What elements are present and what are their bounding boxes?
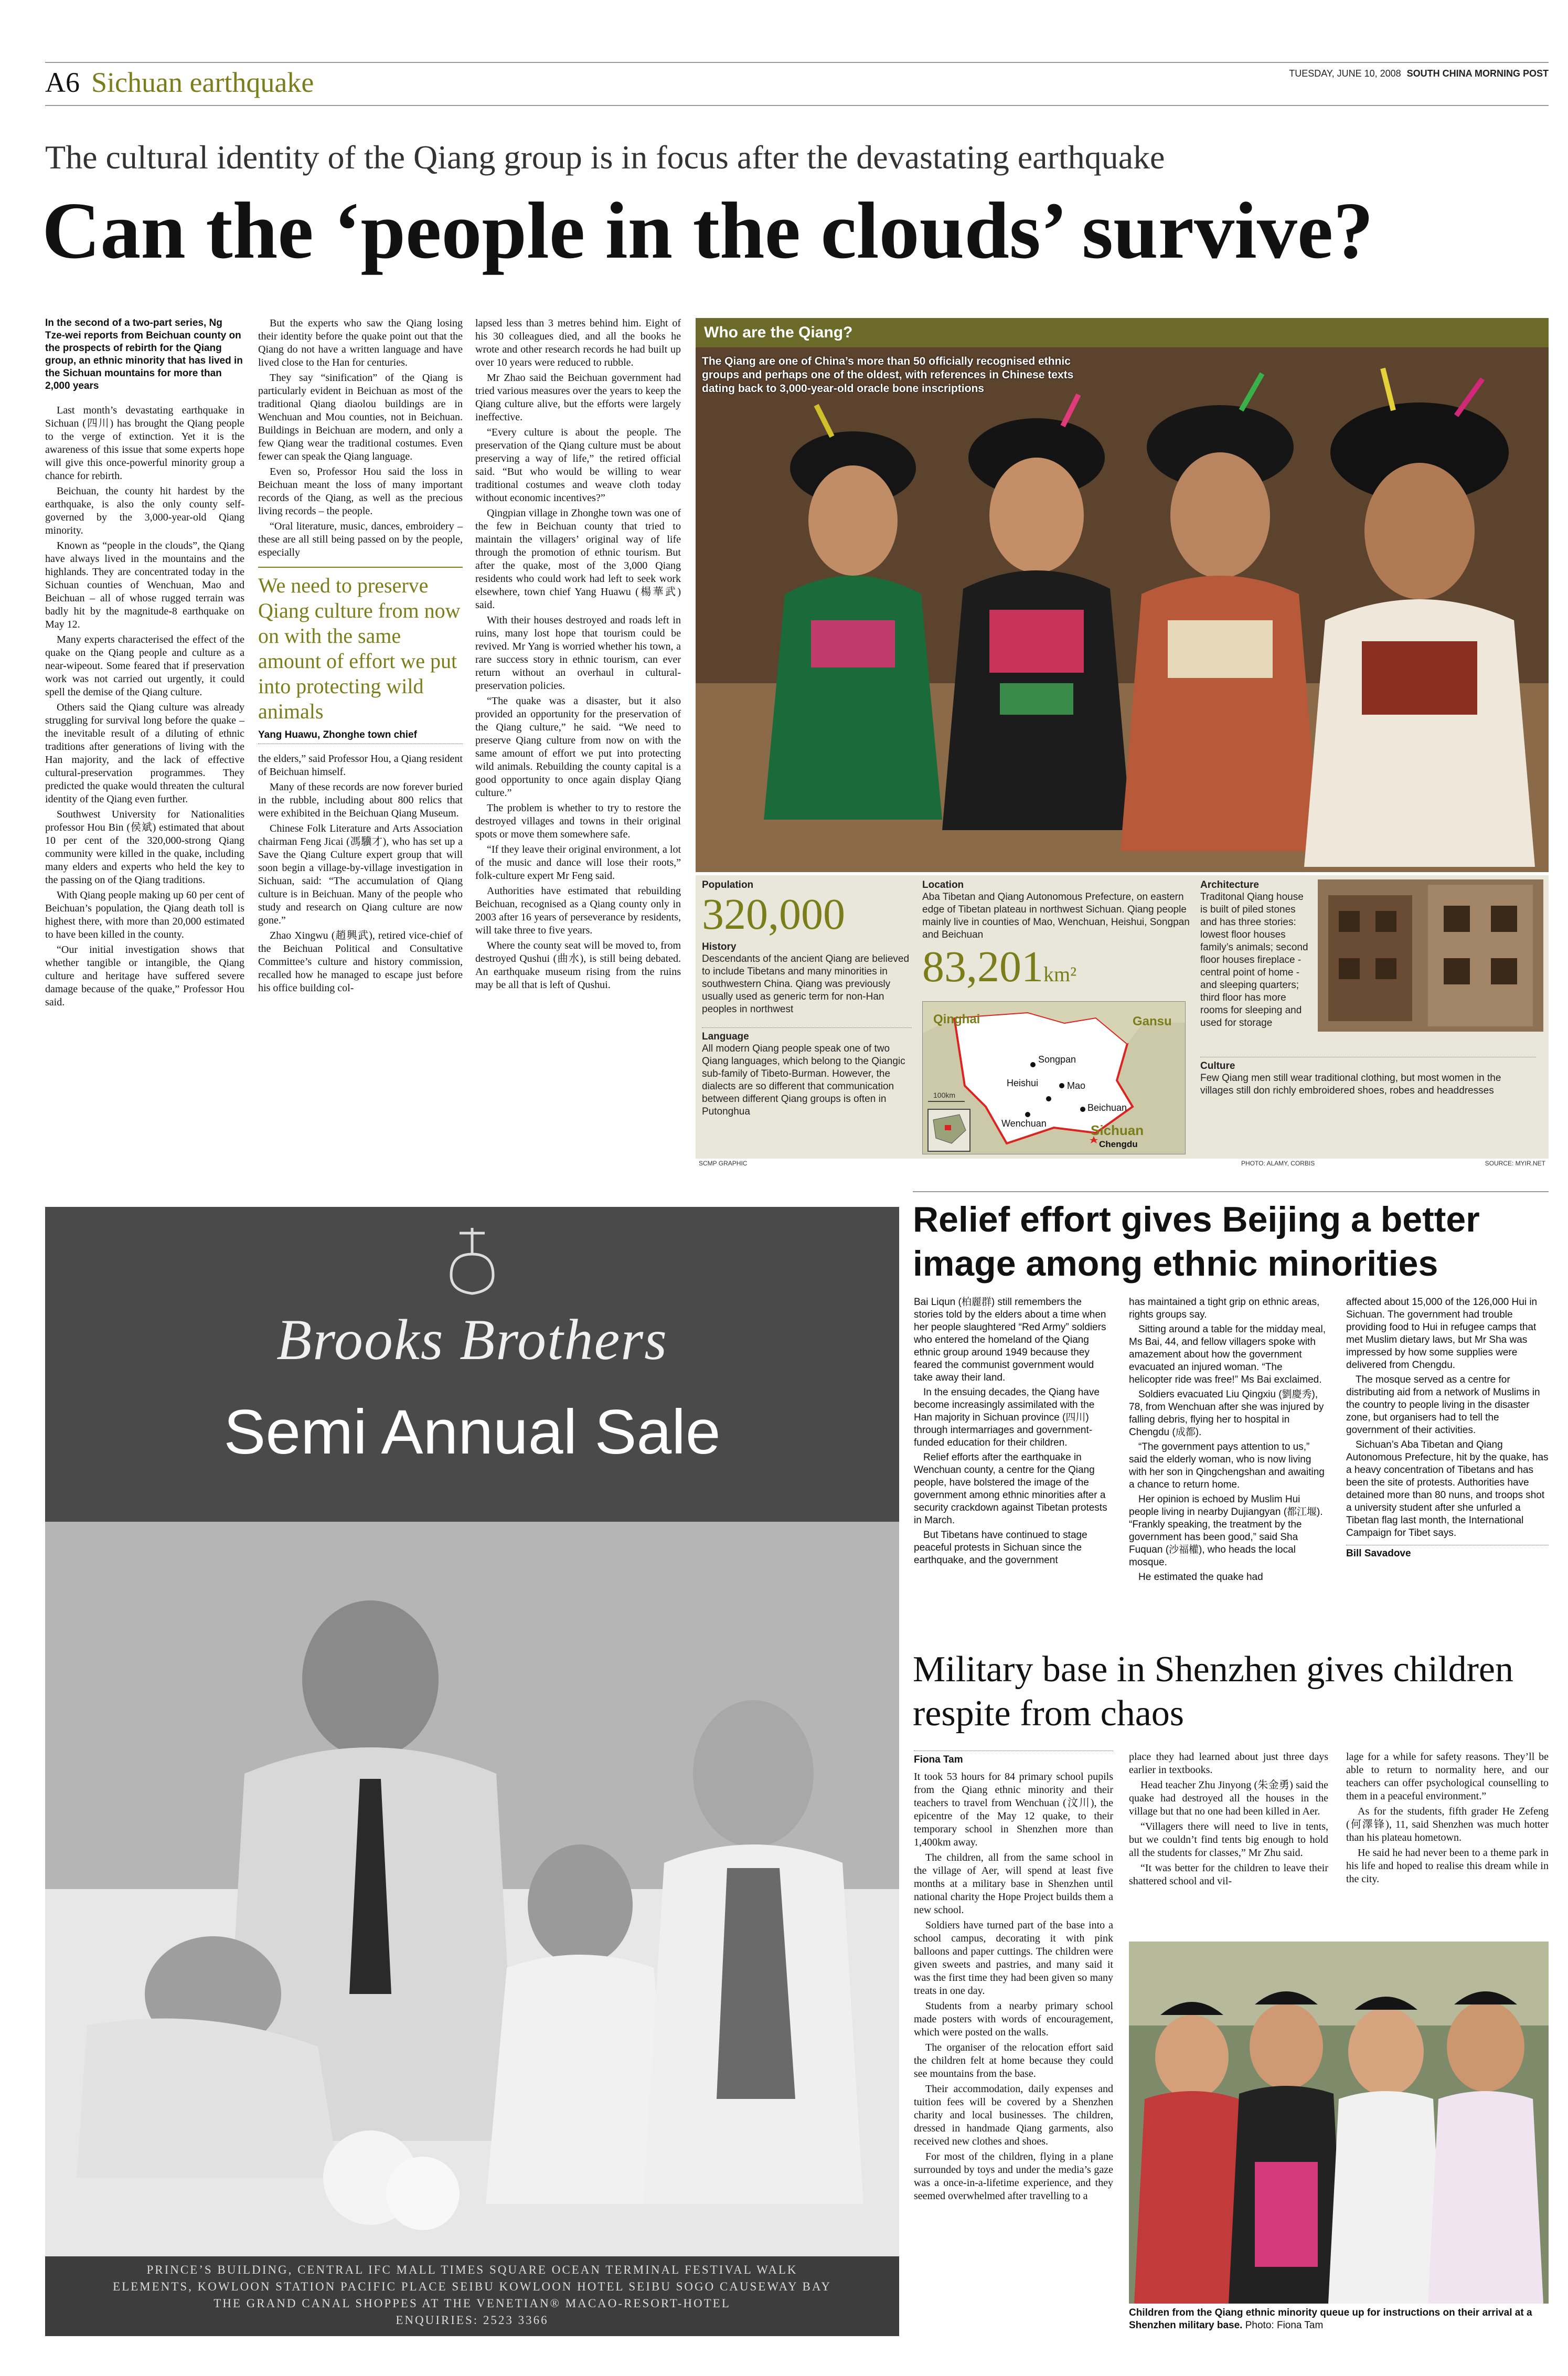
paragraph: Her opinion is echoed by Muslim Hui people living in nearby Dujiangyan (都江堰). “Frankly speaking, the treatment by the government has been good,” said Sha Fuquan (沙福權), who heads the local mosque. bbox=[1129, 1494, 1323, 1568]
language-label: Language bbox=[702, 1027, 912, 1043]
paragraph: “Our initial investigation shows that whether tangible or intangible, the Qiang culture and heritage have suffered severe damage because of the quake,” Professor Hou said. bbox=[45, 944, 244, 1008]
history-label: History bbox=[702, 941, 737, 952]
language-text: All modern Qiang people speak one of two Qiang languages, which belong to the Qiangic sub-family of Tibeto-Burman. However, the dialects are so different that communication between different Qiang groups is often in Putonghua bbox=[702, 1043, 905, 1117]
qiang-women-photo bbox=[696, 347, 1549, 872]
ad-stores-line-1: PRINCE’S BUILDING, CENTRAL IFC MALL TIMES SQUARE OCEAN TERMINAL FESTIVAL WALK bbox=[146, 2263, 798, 2276]
photo-caption-overlay: The Qiang are one of China’s more than 50 officially recognised ethnic groups and perhaps one of the oldest, with references in Chinese texts dating back to 3,000-year-old oracle bone inscriptions bbox=[702, 355, 1074, 395]
map-label-mao: Mao bbox=[1067, 1080, 1086, 1091]
paragraph: Many of these records are now forever buried in the rubble, including about 800 relics that were exhibited in the Beichuan Qiang Museum. bbox=[258, 781, 463, 819]
paragraph: Soldiers have turned part of the base into a school campus, decorating it with pink balloons and paper cuttings. The children were given sweets and pastries, and many said it was the first time they had been given so many treats in one day. bbox=[914, 1919, 1113, 1997]
location-label: Location bbox=[922, 879, 964, 890]
credit-photo: PHOTO: ALAMY, CORBIS bbox=[1241, 1160, 1315, 1167]
population-label: Population bbox=[702, 879, 754, 890]
paragraph: “The quake was a disaster, but it also provided an opportunity for the preservation of the Qiang culture,” he said. “We need to preserve Qiang culture from now on with the same amount of effort we put into protecting wild animals. Rebuilding the county capital is a good opportunity to once again display Qiang culture.” bbox=[475, 695, 681, 799]
map-label-heishui: Heishui bbox=[1007, 1078, 1039, 1088]
architecture-label: Architecture bbox=[1200, 879, 1259, 890]
paragraph: Sitting around a table for the midday meal, Ms Bai, 44, and fellow villagers spoke with amazement about how the government evacuated an injured woman. “The helicopter ride was free!” Ms Bai exclaimed. bbox=[1129, 1324, 1326, 1385]
paragraph: The organiser of the relocation effort said the children felt at home because they could see mountains from the base. bbox=[914, 2042, 1113, 2080]
house-illustration bbox=[1318, 879, 1543, 1032]
paragraph: Students from a nearby primary school made posters with words of encouragement, which were posted on the walls. bbox=[914, 2000, 1113, 2038]
paragraph: Relief efforts after the earthquake in Wenchuan county, a centre for the Qiang people, have bolstered the image of the government among ethnic minorities after a security crackdown against Tibetan protests in March. bbox=[914, 1452, 1107, 1526]
page-number: A6 bbox=[45, 67, 80, 98]
children-photo-caption bbox=[1129, 2307, 1549, 2332]
paragraph: Qingpian village in Zhonghe town was one of the few in Beichuan county that tried to maintain the villagers’ original way of life through the promotion of ethnic tourism. But after the quake, most of the 3,000 Qiang residents who could work had left to seek work elsewhere, town chief Yang Huawu (楊華武) said. bbox=[475, 507, 681, 611]
paragraph: “If they leave their original environment, a lot of the music and dance will lose their roots,” folk-culture expert Mr Feng said. bbox=[475, 844, 681, 882]
ad-brand-logo: Brooks Brothers bbox=[276, 1308, 668, 1372]
map-label-songpan: Songpan bbox=[1038, 1054, 1076, 1065]
ad-stores-line-3: THE GRAND CANAL SHOPPES AT THE VENETIAN® MACAO-RESORT-HOTEL bbox=[214, 2297, 731, 2310]
paragraph: He estimated the quake had bbox=[1138, 1572, 1263, 1583]
relief-byline: Bill Savadove bbox=[1346, 1545, 1549, 1560]
caption-text: Children from the Qiang ethnic minority queue up for instructions on their arrival at a Shenzhen military base. bbox=[1129, 2307, 1532, 2331]
relief-col-2 bbox=[1129, 1296, 1328, 1586]
paragraph: They say “sinification” of the Qiang is particularly evident in Beichuan as most of the traditional Qiang diaolou buildings are in Wenchuan and Mou counties, not in Beichuan. Buildings in Beichuan are modern, and only a few Qiang wear the traditional costumes. Even fewer can speak the Qiang language. bbox=[258, 372, 463, 462]
ad-headline: Semi Annual Sale bbox=[223, 1397, 721, 1467]
history-text: Descendants of the ancient Qiang are believed to include Tibetans and many minorities in southwestern China. Qiang was previously usually used as generic term for non-Han peoples in northwest bbox=[702, 953, 910, 1015]
paragraph: lapsed less than 3 metres behind him. Eight of his 30 colleagues died, and all the books he wrote and other research records he had built up over 10 years were reduced to rubble. bbox=[475, 317, 681, 368]
paragraph: Mr Zhao said the Beichuan government had tried various measures over the years to keep the Qiang culture alive, but the efforts were largely ineffective. bbox=[475, 372, 681, 423]
architecture-block bbox=[1200, 879, 1310, 1030]
culture-label: Culture bbox=[1200, 1060, 1235, 1072]
pull-quote-attribution: Yang Huawu, Zhonghe town chief bbox=[258, 728, 463, 744]
credit-source: SOURCE: MYIR.NET bbox=[1485, 1160, 1545, 1167]
map-label-beichuan: Beichuan bbox=[1087, 1102, 1127, 1113]
dateline bbox=[1289, 68, 1549, 79]
ad-store-list bbox=[45, 2262, 899, 2329]
paragraph: “The government pays attention to us,” said the elderly woman, who is now living with her son in Qingchengshan and awaiting a chance to return home. bbox=[1129, 1441, 1325, 1490]
population-value: 320,000 bbox=[702, 890, 845, 939]
paragraph: Many experts characterised the effect of the quake on the Qiang people and culture as a near-wipeout. Some feared that if preservation work was not carried out urgently, it could spell the demise of the Qiang culture. bbox=[45, 634, 244, 698]
architecture-text: Traditonal Qiang house is built of piled stones and has three stories: lowest floor houses family’s animals; second floor houses fireplace - central point of home - and sleeping quarters; third floor has more rooms for sleeping and used for storage bbox=[1200, 892, 1308, 1028]
main-col-1 bbox=[45, 317, 244, 1011]
ad-photo-illustration bbox=[45, 1207, 899, 2336]
paragraph: “Oral literature, music, dances, embroidery – these are all still being passed on by the people, especially bbox=[258, 521, 463, 558]
paragraph: has maintained a tight grip on ethnic areas, rights groups say. bbox=[1129, 1297, 1320, 1320]
population-block bbox=[702, 879, 912, 1118]
paragraph: lage for a while for safety reasons. They’ll be able to return to normality here, and our teachers can offer psychological counselling to them in a peaceful environment.” bbox=[1346, 1751, 1549, 1802]
area-value: 83,201 bbox=[922, 942, 1043, 991]
pull-quote: We need to preserve Qiang culture from now on with the same amount of effort we put into protecting wild animals bbox=[258, 567, 463, 724]
paragraph: Their accommodation, daily expenses and tuition fees will be covered by a Shenzhen charity and local businesses. The children, dressed in handmade Qiang garments, also received new clothes and shoes. bbox=[914, 2083, 1113, 2147]
relief-col-1 bbox=[914, 1296, 1113, 1569]
children-photo bbox=[1129, 1942, 1549, 2304]
paragraph: Even so, Professor Hou said the loss in Beichuan meant the loss of many important records of the Qiang, as well as the precious living records – the people. bbox=[258, 466, 463, 517]
map-label-gansu: Gansu bbox=[1133, 1014, 1172, 1028]
paragraph: “Villagers there will need to live in tents, but we couldn’t find tents big enough to hold all the students for classes,” Mr Zhu said. bbox=[1129, 1821, 1328, 1859]
map-label-qinghai: Qinghai bbox=[933, 1012, 980, 1026]
military-col-1 bbox=[914, 1751, 1113, 2205]
paragraph: But the experts who saw the Qiang losing their identity before the quake point out that the Qiang do not have a written language and have lived close to the Han for centuries. bbox=[258, 317, 463, 368]
qiang-region-map bbox=[922, 1001, 1186, 1154]
paragraph: affected about 15,000 of the 126,000 Hui in Sichuan. The government had trouble providing food to Hui in refugee camps that met Muslim dietary laws, but Mr Sha was impressed by how some supplies were delivered from Chengdu. bbox=[1346, 1297, 1538, 1371]
qiang-infographic bbox=[696, 318, 1549, 1168]
relief-headline: Relief effort gives Beijing a better image among ethnic minorities bbox=[913, 1191, 1549, 1286]
location-block bbox=[922, 879, 1190, 991]
map-label-wenchuan: Wenchuan bbox=[1001, 1118, 1047, 1129]
military-byline: Fiona Tam bbox=[914, 1751, 1113, 1766]
paragraph: As for the students, fifth grader He Zefeng (何澤锋), 11, said Shenzhen was much hotter than his plateau hometown. bbox=[1346, 1806, 1549, 1843]
relief-col-3 bbox=[1346, 1296, 1549, 1560]
paragraph: “It was better for the children to leave their shattered school and vil- bbox=[1129, 1862, 1328, 1887]
paragraph: For most of the children, flying in a plane surrounded by toys and under the media’s gaze was a once-in-a-lifetime experience, and they seemed overwhelmed after travelling to a bbox=[914, 2151, 1113, 2202]
ad-stores-line-2: ELEMENTS, KOWLOON STATION PACIFIC PLACE SEIBU KOWLOON HOTEL SEIBU SOGO CAUSEWAY BAY bbox=[113, 2280, 831, 2293]
paragraph: Head teacher Zhu Jinyong (朱金勇) said the quake had destroyed all the houses in the village but that no one had been killed in Aer. bbox=[1129, 1779, 1328, 1817]
paragraph: Last month’s devastating earthquake in Sichuan (四川) has brought the Qiang people to the verge of extinction. Yet it is the awareness of this issue that some experts hope will give this once-powerful minority group a chance for rebirth. bbox=[45, 405, 244, 482]
date-text: TUESDAY, JUNE 10, 2008 bbox=[1289, 68, 1401, 79]
main-col-3 bbox=[475, 317, 681, 994]
paragraph: Sichuan’s Aba Tibetan and Qiang Autonomous Prefecture, hit by the quake, has a heavy concentration of Tibetans and has been the site of protests. Authorities have detained more than 80 nuns, and troops shot a university student after she unfurled a Tibetan flag last month, the International Campaign for Tibet says. bbox=[1346, 1439, 1549, 1539]
paragraph: Authorities have estimated that rebuilding Beichuan, recognised as a Qiang county only in 2003 after 16 years of perseverance by residents, will take three to five years. bbox=[475, 885, 681, 936]
paragraph: He said he had never been to a theme park in his life and hoped to realise this dream while in the city. bbox=[1346, 1847, 1549, 1885]
paragraph: Southwest University for Nationalities professor Hou Bin (侯斌) estimated that about 10 per cent of the 320,000-strong Qiang community were killed in the quake, including many elders and experts who held the key to the passing on of the Qiang traditions. bbox=[45, 809, 244, 886]
infographic-title: Who are the Qiang? bbox=[696, 318, 1549, 347]
paragraph: Soldiers evacuated Liu Qingxiu (劉慶秀), 78, from Wenchuan after she was injured by falling debris, flying her to hospital in Chengdu (成都). bbox=[1129, 1389, 1324, 1438]
story-headline: Can the ‘people in the clouds’ survive? bbox=[42, 186, 1374, 275]
caption-credit: Photo: Fiona Tam bbox=[1245, 2320, 1324, 2331]
paragraph: Known as “people in the clouds”, the Qiang have always lived in the mountains and the highlands. They are concentrated today in the Sichuan counties of Wenchuan, Mao and Beichuan – all of whose rugged terrain was badly hit by the magnitude-8 earthquake on May 12. bbox=[45, 540, 244, 630]
paragraph: With Qiang people making up 60 per cent of Beichuan’s population, the Qiang death toll is highest there, with more than 20,000 estimated to have been killed in the county. bbox=[45, 889, 244, 940]
children-photo-illustration bbox=[1129, 1942, 1549, 2304]
map-label-sichuan: Sichuan bbox=[1091, 1122, 1144, 1138]
paragraph: The children, all from the same school in the village of Aer, will spend at least five months at a military base in Shenzhen until national charity the Hope Project builds them a new school. bbox=[914, 1852, 1113, 1916]
location-text: Aba Tibetan and Qiang Autonomous Prefecture, on eastern edge of Tibetan plateau in northwest Sichuan. Qiang people mainly live in counties of Mao, Wenchuan, Heishui, Songpan and Beichuan bbox=[922, 892, 1190, 940]
area-unit: km² bbox=[1043, 962, 1077, 986]
paragraph: The mosque served as a centre for distributing aid from a network of Muslims in the country to people living in the disaster zone, but organisers had to tell the government of their activities. bbox=[1346, 1374, 1540, 1436]
paragraph: Chinese Folk Literature and Arts Association chairman Feng Jicai (馮驥才), who has set up a Save the Qiang Culture expert group that will soon begin a village-by-village investigation in Sichuan, said: “The accumulation of Qiang culture is in Beichuan. Many of the people who study and research on Qiang culture are now gone.” bbox=[258, 823, 463, 926]
map-label-chengdu: Chengdu bbox=[1099, 1139, 1138, 1149]
photo-illustration bbox=[696, 347, 1549, 872]
paragraph: But Tibetans have continued to stage peaceful protests in Sichuan since the earthquake, and the government bbox=[914, 1530, 1087, 1566]
paragraph: place they had learned about just three days earlier in textbooks. bbox=[1129, 1751, 1328, 1776]
military-col-2 bbox=[1129, 1751, 1328, 1890]
main-col-2 bbox=[258, 317, 463, 997]
area-figure bbox=[922, 943, 1190, 991]
infographic-credits bbox=[696, 1160, 1549, 1168]
military-headline: Military base in Shenzhen gives children respite from chaos bbox=[913, 1649, 1513, 1734]
story-kicker: The cultural identity of the Qiang group is in focus after the devastating earthquake bbox=[45, 139, 1165, 176]
paragraph: Zhao Xingwu (趙興武), retired vice-chief of the Beichuan Political and Consultative Committee’s culture and history commission, recalled how he managed to escape just before his office building col- bbox=[258, 930, 463, 994]
paragraph: “Every culture is about the people. The preservation of the Qiang culture must be about preserving a way of life,” the retired official said. “But who would be willing to wear traditional costumes and weave cloth today without economic incentives?” bbox=[475, 427, 681, 504]
paragraph: Bai Liqun (柏麗群) still remembers the stories told by the elders about a time when her people slaughtered “Red Army” soldiers who entered the homeland of the Qiang ethnic group around 1949 because they feared the communist government would take away their land. bbox=[914, 1297, 1106, 1383]
infographic-info-panel bbox=[696, 875, 1549, 1159]
paragraph: With their houses destroyed and roads left in ruins, many lost hope that tourism could be revived. Mr Yang is worried whether his town, a rare success story in ethnic tourism, can ever return without an overhaul in cultural-preservation policies. bbox=[475, 614, 681, 692]
map-scale: 100km bbox=[933, 1091, 956, 1099]
culture-text: Few Qiang men still wear traditional clothing, but most women in the villages still don richly embroidered shoes, robes and headdresses bbox=[1200, 1073, 1501, 1096]
section-name: Sichuan earthquake bbox=[91, 67, 314, 98]
qiang-house-photo bbox=[1318, 879, 1543, 1032]
paragraph: the elders,” said Professor Hou, a Qiang resident of Beichuan himself. bbox=[258, 753, 463, 778]
masthead-text: SOUTH CHINA MORNING POST bbox=[1406, 68, 1549, 79]
page-header bbox=[45, 62, 1549, 106]
paragraph: In the ensuing decades, the Qiang have become increasingly assimilated with the Han majority in Sichuan province (四川) through intermarriages and government-funded education for their children. bbox=[914, 1387, 1100, 1448]
culture-block bbox=[1200, 1057, 1536, 1097]
paragraph: It took 53 hours for 84 primary school pupils from the Qiang ethnic minority and their teachers to travel from Wenchuan (汶川), the epicentre of the May 12 quake, to their temporary school in Shenzhen more than 1,400km away. bbox=[914, 1771, 1113, 1848]
credit-graphic: SCMP GRAPHIC bbox=[699, 1160, 748, 1167]
paragraph: The problem is whether to try to restore the destroyed villages and towns in their original spots or move them somewhere safe. bbox=[475, 802, 681, 840]
story-intro: In the second of a two-part series, Ng Tze-wei reports from Beichuan county on the prospects of rebirth for the Qiang group, an ethnic minority that has lived in the Sichuan mountains for more than 2,000 years bbox=[45, 317, 243, 391]
paragraph: Where the county seat will be moved to, from destroyed Qushui (曲水), is still being debated. An earthquake museum rising from the ruins may be all that is left of Qushui. bbox=[475, 940, 681, 991]
brooks-brothers-ad bbox=[45, 1207, 899, 2336]
military-col-3 bbox=[1346, 1751, 1549, 1888]
ad-enquiries: ENQUIRIES: 2523 3366 bbox=[396, 2314, 549, 2327]
paragraph: Others said the Qiang culture was already struggling for survival long before the quake – the inevitable result of a diluting of ethnic traditions after generations of living with the Han majority, and the lack of effective cultural-preservation programmes. They predicted the quake would threaten the cultural identity of the Qiang even further. bbox=[45, 702, 244, 805]
paragraph: Beichuan, the county hit hardest by the earthquake, is also the only county self-governed by the 3,000-year-old Qiang minority. bbox=[45, 485, 244, 536]
